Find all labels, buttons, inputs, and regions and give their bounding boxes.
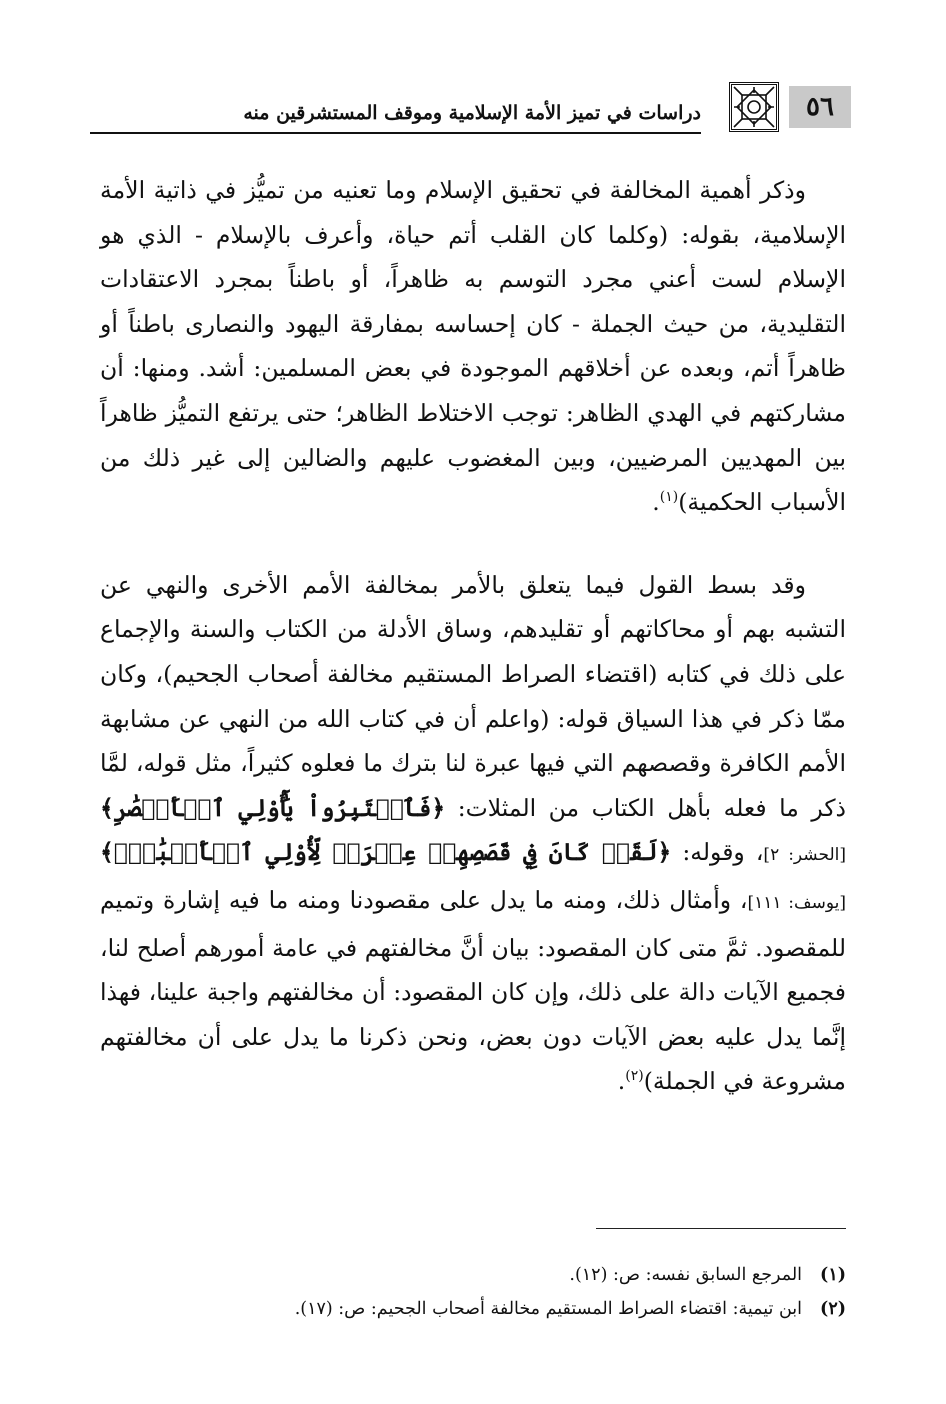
- footnotes: [100, 1258, 846, 1326]
- paragraph-2: [100, 563, 846, 1104]
- footnote-number: (١): [820, 1265, 846, 1285]
- footnote-text: ابن تيمية: اقتضاء الصراط المستقيم مخالفة أصحاب الجحيم: ص: (١٧).: [294, 1299, 803, 1319]
- footnote-number: (٢): [820, 1299, 846, 1319]
- quran-verse-2: ﴿لَقَدۡ كَانَ فِي قَصَصِهِمۡ عِبۡرَةٞ لِّأُوْلِي ٱلۡأَلۡبَٰبِۗ﴾: [100, 838, 672, 867]
- paragraph-1: [100, 168, 846, 525]
- paragraph-1-text: وذكر أهمية المخالفة في تحقيق الإسلام وما تعنيه من تميُّز في ذاتية الأمة الإسلامية، بقوله: (وكلما كان القلب أتم حياة، وأعرف بالإسلام - الذي هو الإسلام لست أعني مجرد التوسم به ظاهراً، أو باطناً بمجرد الاعتقادات التقليدية، من حيث الجملة - كان إحساسه بمفارقة اليهود والنصارى باطناً أو ظاهراً أتم، وبعده عن أخلاقهم الموجودة في بعض المسلمين: أشد. ومنها: أن مشاركتهم في الهدي الظاهر: توجب الاختلاط الظاهر؛ حتى يرتفع التميُّز ظاهراً بين المهديين المرضيين، وبين المغضوب عليهم والضالين إلى غير ذلك من الأسباب الحكمية): [100, 176, 846, 517]
- page-number: ٥٦: [789, 86, 851, 128]
- header-rule: [90, 132, 701, 134]
- ornament-icon: [729, 82, 779, 132]
- paragraph-2-part2: ، وقوله:: [682, 838, 764, 867]
- verse-ref-1: [الحشر: ٢]: [763, 845, 846, 866]
- footnote-1: [100, 1258, 846, 1292]
- footnote-ref-1: (١): [659, 489, 679, 506]
- paragraph-2-part3: ، وأمثال ذلك، ومنه ما يدل على مقصودنا ومنه ما فيه إشارة وتميم للمقصود. ثمَّ متى كان المقصود: بيان أنَّ مخالفتهم في عامة أمورهم أصلح لنا، فجميع الآيات دالة على ذلك، وإن كان المقصود: أن مخالفتهم واجبة علينا، فهذا إنَّما يدل عليه بعض الآيات دون بعض، ونحن ذكرنا ما يدل على أن مخالفتهم مشروعة في الجملة): [100, 885, 846, 1096]
- paragraph-1-end: .: [652, 488, 660, 517]
- running-header: [90, 80, 851, 136]
- paragraph-2-end: .: [617, 1067, 626, 1096]
- footnote-separator: [596, 1228, 846, 1229]
- footnote-text: المرجع السابق نفسه: ص: (١٢).: [569, 1265, 803, 1285]
- footnote-2: [100, 1292, 846, 1326]
- body-text: [100, 168, 846, 1104]
- footnote-ref-2: (٢): [625, 1068, 644, 1085]
- running-title: دراسات في تميز الأمة الإسلامية وموقف المستشرقين منه: [243, 102, 701, 124]
- paragraph-2-part1: وقد بسط القول فيما يتعلق بالأمر بمخالفة الأمم الأخرى والنهي عن التشبه بهم أو محاكاتهم أو تقليدهم، وساق الأدلة من الكتاب والسنة والإجماع على ذلك في كتابه (اقتضاء الصراط المستقيم مخالفة أصحاب الجحيم)، وكان ممّا ذكر في هذا السياق قوله: (واعلم أن في كتاب الله من النهي عن مشابهة الأمم الكافرة وقصصهم التي فيها عبرة لنا بترك ما فعلوه كثيراً، مثل قوله، لمَّا ذكر ما فعله بأهل الكتاب من المثلات:: [100, 570, 846, 822]
- quran-verse-1: ﴿فَٱعۡتَبِرُواْ يَٰٓأُوْلِي ٱلۡأَبۡصَٰرِ﴾: [100, 793, 446, 822]
- verse-ref-2: [يوسف: ١١١]: [747, 892, 847, 913]
